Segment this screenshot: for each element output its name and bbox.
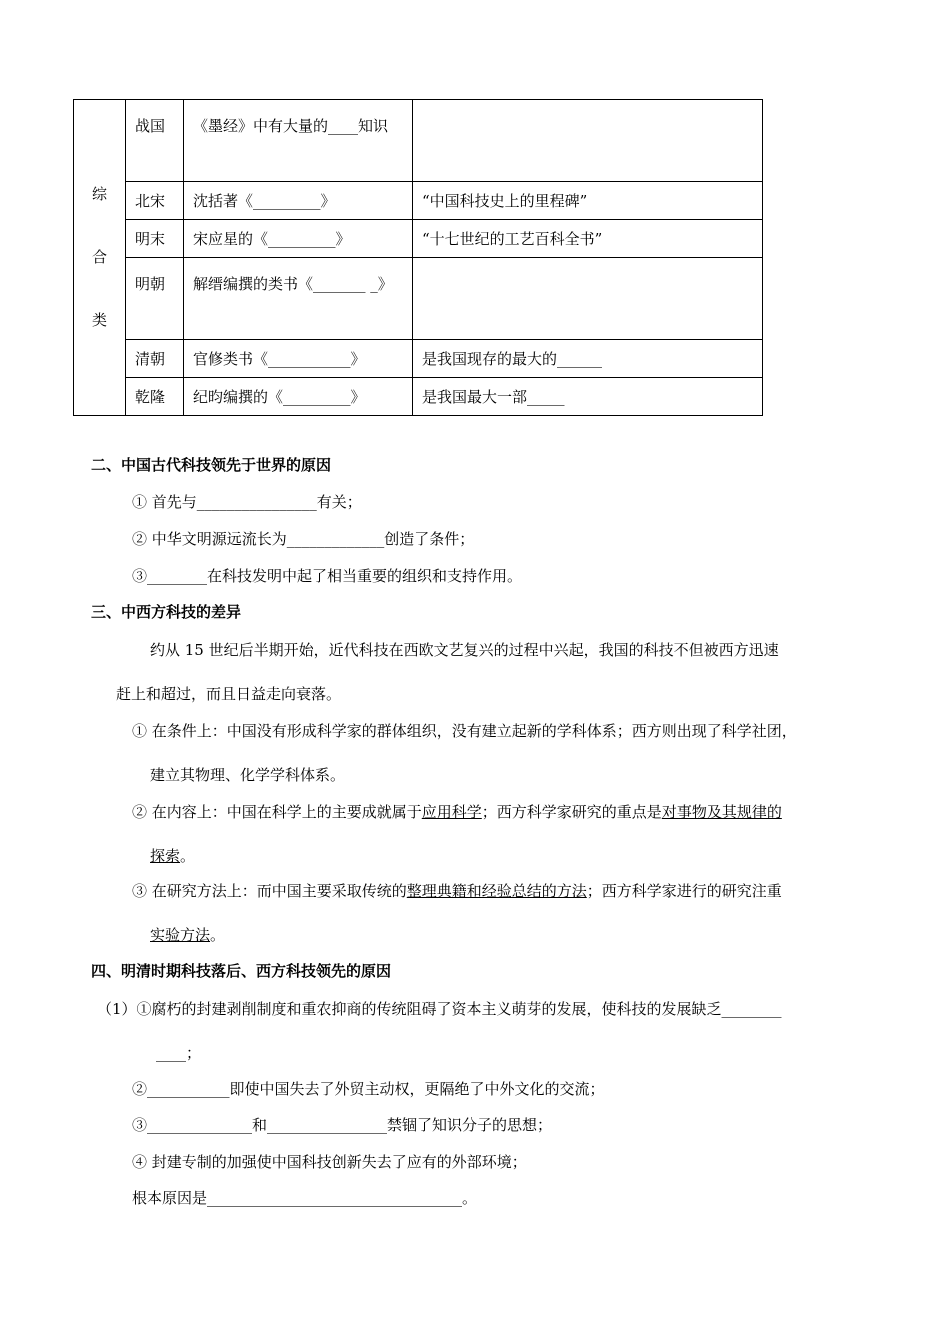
list-item xyxy=(132,801,782,822)
list-item xyxy=(132,880,782,901)
note-cell xyxy=(413,100,763,182)
table-row xyxy=(74,258,763,340)
list-item: （1）①腐朽的封建剥削制度和重农抑商的传统阻碍了资本主义萌芽的发展，使科技的发展缺乏________ xyxy=(97,1000,782,1018)
category-char: 类 xyxy=(91,311,107,329)
dynasty-cell: 北宋 xyxy=(126,182,184,220)
table-row xyxy=(74,100,763,182)
section-heading: 三、中西方科技的差异 xyxy=(91,603,242,621)
underlined-answer: 实验方法 xyxy=(150,926,211,944)
list-item: ③________在科技发明中起了相当重要的组织和支持作用。 xyxy=(132,567,523,585)
dynasty-cell: 明末 xyxy=(126,220,184,258)
dynasty-cell: 乾隆 xyxy=(126,378,184,416)
underlined-answer: 对事物及其规律的 xyxy=(661,803,782,821)
category-char: 综 xyxy=(91,185,107,203)
dynasty-cell: 清朝 xyxy=(126,340,184,378)
text-segment: ；西方科学家研究的重点是 xyxy=(481,803,662,821)
list-item: 根本原因是__________________________________。 xyxy=(132,1189,478,1207)
list-item: ② 中华文明源远流长为_____________创造了条件； xyxy=(132,530,475,548)
content-cell: 沈括著《_________》 xyxy=(184,182,413,220)
table-row xyxy=(74,378,763,416)
knowledge-table xyxy=(73,99,763,416)
note-cell xyxy=(413,258,763,340)
paragraph-line: 建立其物理、化学学科体系。 xyxy=(150,766,346,784)
table-row xyxy=(74,220,763,258)
paragraph-line: 赶上和超过，而且日益走向衰落。 xyxy=(116,685,342,703)
content-cell: 解缙编撰的类书《_______ _》 xyxy=(184,258,413,340)
section-heading: 四、明清时期科技落后、西方科技领先的原因 xyxy=(91,962,392,980)
note-cell: 是我国现存的最大的______ xyxy=(413,340,763,378)
list-item: ③______________和________________禁锢了知识分子的思想； xyxy=(132,1116,553,1134)
table-row xyxy=(74,340,763,378)
underlined-answer: 应用科学 xyxy=(421,803,482,821)
dynasty-cell: 战国 xyxy=(126,100,184,182)
content-cell: 宋应星的《_________》 xyxy=(184,220,413,258)
content-cell: 《墨经》中有大量的____知识 xyxy=(184,100,413,182)
underlined-answer: 整理典籍和经验总结的方法 xyxy=(406,882,587,900)
list-item: ④ 封建专制的加强使中国科技创新失去了应有的外部环境； xyxy=(132,1153,527,1171)
text-segment: 。 xyxy=(180,847,196,865)
paragraph-line xyxy=(150,924,225,945)
paragraph-line: ____； xyxy=(156,1044,202,1062)
underlined-answer: 探索 xyxy=(150,847,181,865)
dynasty-cell: 明朝 xyxy=(126,258,184,340)
note-cell: 是我国最大一部_____ xyxy=(413,378,763,416)
content-cell: 官修类书《___________》 xyxy=(184,340,413,378)
table-row xyxy=(74,182,763,220)
list-item: ① 在条件上：中国没有形成科学家的群体组织，没有建立起新的学科体系；西方则出现了科学社团， xyxy=(132,722,797,740)
note-cell: “中国科技史上的里程碑” xyxy=(413,182,763,220)
text-segment: ② 在内容上：中国在科学上的主要成就属于 xyxy=(132,803,422,821)
section-heading: 二、中国古代科技领先于世界的原因 xyxy=(91,456,332,474)
text-segment: ③ 在研究方法上：而中国主要采取传统的 xyxy=(132,882,407,900)
category-char: 合 xyxy=(91,248,107,266)
text-segment: 。 xyxy=(210,926,226,944)
text-segment: ；西方科学家进行的研究注重 xyxy=(586,882,782,900)
list-item: ① 首先与________________有关； xyxy=(132,493,362,511)
category-cell xyxy=(74,100,126,416)
note-cell: “十七世纪的工艺百科全书” xyxy=(413,220,763,258)
paragraph-line xyxy=(150,845,195,866)
paragraph-line: 约从 15 世纪后半期开始，近代科技在西欧文艺复兴的过程中兴起，我国的科技不但被西方迅速 xyxy=(150,641,779,659)
content-cell: 纪昀编撰的《_________》 xyxy=(184,378,413,416)
list-item: ②___________即使中国失去了外贸主动权，更隔绝了中外文化的交流； xyxy=(132,1080,605,1098)
